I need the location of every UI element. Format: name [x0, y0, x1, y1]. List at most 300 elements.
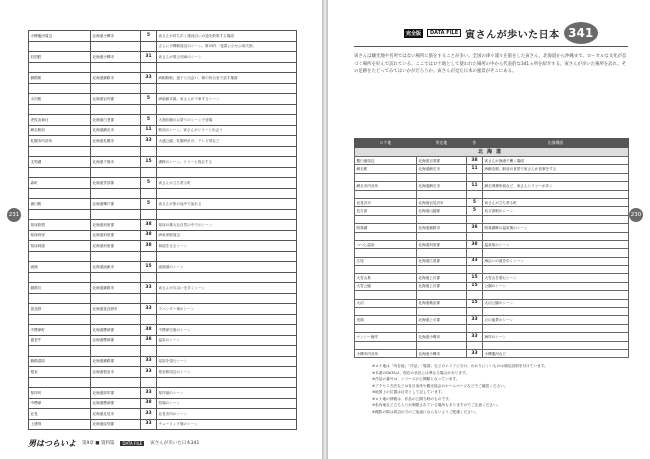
location-name: 美瑛: [355, 316, 417, 324]
location-pref: [417, 232, 467, 240]
footer-tag: DATA FILE: [122, 440, 143, 446]
table-row: [355, 249, 629, 257]
scene-desc: [483, 215, 629, 223]
location-pref: 北海道山越郡: [417, 207, 467, 215]
episode-number: 15: [467, 282, 483, 290]
scene-desc: 寅さんが乗る列車のシーン: [157, 52, 297, 63]
location-name: 大雪山系: [355, 274, 417, 282]
left-footer: [28, 438, 199, 448]
scene-desc: 函館港のシーン: [157, 262, 297, 273]
location-name: [29, 272, 91, 283]
table-row: [29, 62, 297, 73]
header-pref: 所在地: [417, 139, 467, 148]
episode-number: 33: [467, 333, 483, 341]
header-place: ロケ地: [355, 139, 417, 148]
scene-desc: 大漁祈願のお祭りのシーンで登場: [157, 115, 297, 126]
location-pref: 北海道斜里郡: [91, 220, 141, 231]
scene-desc: 寅さんが持ち歩く運河沿いの道を散策する場面: [157, 31, 297, 42]
location-pref: 北海道網走市: [417, 182, 467, 190]
location-name: 中標津町: [29, 325, 91, 336]
episode-number: 33: [141, 283, 157, 294]
episode-number: 33: [141, 136, 157, 147]
location-name: [355, 324, 417, 332]
region-label: 北海道: [355, 148, 629, 157]
section-title: [404, 22, 598, 44]
scene-desc: JR網走駅。駅前の食堂で寅さんが食事をする: [483, 165, 629, 173]
table-row: [29, 283, 297, 294]
scene-desc: [483, 173, 629, 181]
footer-section: 寅さんが歩いた日本341: [150, 441, 200, 446]
note-line: ※撮影の際は周辺の方のご迷惑にならないようご配慮ください。: [372, 409, 479, 414]
location-pref: 北海道小樽市: [417, 333, 467, 341]
location-pref: 北海道札幌市: [91, 136, 141, 147]
location-name: [355, 173, 417, 181]
scene-desc: 海岸のシーン: [483, 333, 629, 341]
series-logo: 男はつらいよ: [28, 437, 76, 448]
scene-desc: 丘の風景のシーン: [483, 316, 629, 324]
title-rule: [354, 46, 628, 47]
location-name: 知床斜里: [29, 230, 91, 241]
location-pref: 北海道函館市: [91, 262, 141, 273]
note-line: ※地図上の位置は目安として記しています。: [372, 390, 445, 394]
table-row: [29, 293, 297, 304]
location-name: 厚岸町: [29, 388, 91, 399]
episode-number: [141, 251, 157, 262]
episode-number: 11: [467, 165, 483, 173]
episode-number: 38: [141, 325, 157, 336]
episode-number: 5: [467, 198, 483, 206]
scene-desc: さらに小樽駅周辺のシーン。第33作「夜霧にむせぶ寅次郎」: [157, 41, 297, 52]
scene-desc: [483, 190, 629, 198]
scene-desc: 寅さんが旅の途中で訪れる: [157, 199, 297, 210]
location-name: 羅臼港周辺: [355, 157, 417, 165]
episode-number: [467, 341, 483, 349]
scene-desc: [157, 167, 297, 178]
location-name: 釧路川: [29, 283, 91, 294]
location-name: [29, 293, 91, 304]
table-row: [29, 335, 297, 346]
location-name: 中標津: [29, 398, 91, 409]
episode-number: [467, 249, 483, 257]
episode-number: 5: [141, 94, 157, 105]
left-location-table: [28, 30, 297, 430]
location-name: 根室: [29, 367, 91, 378]
episode-number: 33: [141, 409, 157, 420]
table-row: [29, 304, 297, 315]
location-name: 養老牛: [29, 335, 91, 346]
scene-desc: 温泉のシーン: [157, 335, 297, 346]
table-row: [29, 325, 297, 336]
footer-chapter: 第9章 ■ 資料篇: [82, 441, 115, 446]
location-name: 網走駅: [355, 165, 417, 173]
episode-number: 15: [467, 274, 483, 282]
location-pref: 北海道上川郡: [417, 282, 467, 290]
location-name: [29, 62, 91, 73]
scene-desc: 中標津空港のシーン: [157, 325, 297, 336]
episode-number: 38: [467, 240, 483, 248]
table-row: [29, 209, 297, 220]
location-name: 小樽運河周辺: [29, 31, 91, 42]
region-row: [355, 148, 629, 157]
table-row: [355, 341, 629, 349]
table-row: [355, 173, 629, 181]
location-name: [29, 104, 91, 115]
episode-number: 33: [141, 388, 157, 399]
location-name: 阿寒湖: [355, 224, 417, 232]
scene-desc: 公園のシーン: [483, 282, 629, 290]
scene-desc: 根室駅周辺のシーン: [157, 367, 297, 378]
table-row: [355, 266, 629, 274]
scene-desc: [157, 377, 297, 388]
location-pref: 北海道千歳市: [91, 157, 141, 168]
location-pref: 北海道目梨郡: [417, 157, 467, 165]
location-name: ナンシー海岸: [355, 333, 417, 341]
intro-text: 寅さんは観光地や名所ではない場所に旅をすることが多い。全国の津々浦々を旅をした寅さん。北海道から沖縄まで、ローカルな文化が息づく場所を好んで訪れている。ここではロケ地として使われた場所の中から代表的な341ヵ所を紹介する。寅さんが歩いた場所を訪れ、その足跡をたどってみてはいかがだろうか。寅さんが見た日本の風景がそこにある。: [354, 54, 627, 75]
location-pref: 北海道岩見沢市: [417, 198, 467, 206]
scene-desc: [483, 232, 629, 240]
location-name: 札幌市内各所: [29, 136, 91, 147]
table-row: [29, 104, 297, 115]
scene-desc: [483, 291, 629, 299]
location-name: 上湧別: [29, 419, 91, 430]
note-line: ※本書のDATAは、現在の状況とは異なる場合があります。: [372, 370, 470, 375]
note-line: ※作品の番号は、シリーズの公開順となっています。: [372, 377, 460, 381]
table-row: [29, 398, 297, 409]
scene-desc: 牧場のシーン: [157, 398, 297, 409]
episode-number: 38: [141, 398, 157, 409]
location-pref: [417, 249, 467, 257]
table-row: [355, 165, 629, 173]
episode-number: [141, 41, 157, 52]
scene-desc: 寅さんが漁港で働く場面: [483, 157, 629, 165]
location-pref: 北海道広尾郡: [417, 257, 467, 265]
table-row: [29, 272, 297, 283]
table-row: [29, 73, 297, 84]
table-row: [355, 198, 629, 206]
location-name: [29, 83, 91, 94]
scene-desc: [157, 346, 297, 357]
location-name: [29, 41, 91, 52]
table-row: [355, 308, 629, 316]
episode-number: 38: [141, 335, 157, 346]
location-name: 知床旅情: [29, 220, 91, 231]
location-name: 大雪公園: [355, 282, 417, 290]
location-pref: 北海道根室市: [91, 367, 141, 378]
episode-number: 11: [467, 182, 483, 190]
table-row: [355, 190, 629, 198]
table-row: [29, 125, 297, 136]
table-row: [355, 333, 629, 341]
location-pref: 北海道斜里郡: [417, 240, 467, 248]
note-line: ※私有地など立ち入りが制限されている場所もありますのでご注意ください。: [372, 403, 501, 407]
location-pref: [417, 308, 467, 316]
episode-number: 33: [141, 73, 157, 84]
location-name: 北見: [29, 409, 91, 420]
episode-number: 38: [141, 241, 157, 252]
table-row: [29, 367, 297, 378]
location-pref: 北海道斜里郡: [91, 241, 141, 252]
datafile-badge: DATA FILE: [427, 29, 461, 37]
location-pref: 北海道小樽市: [91, 52, 141, 63]
location-name: 釧路湿原: [29, 356, 91, 367]
table-row: [29, 94, 297, 105]
location-pref: [91, 167, 141, 178]
header-ep: 作: [467, 139, 483, 148]
table-row: [29, 356, 297, 367]
location-pref: 北海道小樽市: [91, 31, 141, 42]
location-pref: [91, 293, 141, 304]
table-row: [29, 83, 297, 94]
episode-number: 5: [467, 207, 483, 215]
location-pref: [91, 346, 141, 357]
table-row: [29, 157, 297, 168]
location-pref: 北海道茅部郡: [91, 178, 141, 189]
location-pref: 北海道北見市: [91, 409, 141, 420]
episode-number: [467, 232, 483, 240]
location-pref: 北海道標津郡: [91, 325, 141, 336]
table-row: [29, 409, 297, 420]
scene-desc: [157, 188, 297, 199]
scene-desc: [483, 266, 629, 274]
scene-desc: 温泉宿のシーン: [483, 240, 629, 248]
location-pref: [91, 251, 141, 262]
scene-desc: [157, 251, 297, 262]
table-row: [355, 299, 629, 307]
scene-desc: 林道を走るシーン: [157, 241, 297, 252]
table-row: [29, 230, 297, 241]
scene-desc: [157, 293, 297, 304]
scene-desc: 大沼公園のシーン: [483, 299, 629, 307]
location-pref: 北海道上川郡: [417, 274, 467, 282]
location-pref: [91, 41, 141, 52]
episode-number: 33: [467, 257, 483, 265]
location-pref: 北海道富良野市: [91, 304, 141, 315]
location-pref: 北海道釧路郡: [91, 356, 141, 367]
episode-number: [141, 272, 157, 283]
table-row: [29, 136, 297, 147]
table-row: [29, 188, 297, 199]
location-pref: [91, 209, 141, 220]
scene-desc: [483, 308, 629, 316]
location-name: [29, 209, 91, 220]
location-name: [355, 291, 417, 299]
episode-number: [141, 62, 157, 73]
note-line: ※アクセス方法などは各自治体や観光協会のホームページなどでご確認ください。: [372, 383, 508, 388]
scene-desc: 海沿いの道を歩くシーン: [483, 257, 629, 265]
note-line: ※ロケ地は「所在地」「作品」「場面」などのエリアに分け、わかりにくいものは補足説明を付けています。: [372, 364, 548, 368]
header-scene: 出演場面: [483, 139, 629, 148]
episode-number: 33: [141, 367, 157, 378]
notes-block: [372, 363, 622, 415]
page-title: 寅さんが歩いた日本: [465, 29, 560, 41]
location-pref: 北海道釧路市: [91, 73, 141, 84]
episode-number: 33: [467, 316, 483, 324]
episode-number: 15: [467, 299, 483, 307]
table-row: [29, 167, 297, 178]
table-row: [355, 207, 629, 215]
location-pref: [417, 190, 467, 198]
episode-number: [467, 291, 483, 299]
table-row: [29, 31, 297, 42]
episode-number: [141, 377, 157, 388]
table-row: [29, 419, 297, 430]
table-row: [355, 316, 629, 324]
location-name: [29, 314, 91, 325]
table-row: [29, 241, 297, 252]
location-name: 支笏湖: [29, 157, 91, 168]
table-row: [29, 220, 297, 231]
table-row: [29, 251, 297, 262]
episode-number: [467, 266, 483, 274]
location-name: [29, 167, 91, 178]
episode-number: 5: [141, 115, 157, 126]
location-name: 虎杖浜神社: [29, 115, 91, 126]
scene-desc: 北見市内のシーン: [157, 409, 297, 420]
location-pref: [417, 173, 467, 181]
location-pref: 北海道上川郡: [417, 316, 467, 324]
location-name: [29, 346, 91, 357]
episode-number: [141, 188, 157, 199]
location-name: [29, 188, 91, 199]
table-row: [355, 240, 629, 248]
location-name: 釧路駅: [29, 73, 91, 84]
location-pref: [417, 341, 467, 349]
location-pref: 北海道標津郡: [91, 335, 141, 346]
location-pref: [417, 291, 467, 299]
location-pref: [91, 314, 141, 325]
location-pref: 北海道斜里郡: [91, 230, 141, 241]
table-row: [355, 182, 629, 190]
scene-desc: 寅さんが川沿いを歩くシーン: [157, 283, 297, 294]
scene-desc: 小樽運河など: [483, 349, 629, 357]
location-name: [355, 341, 417, 349]
location-pref: 北海道釧路市: [91, 283, 141, 294]
scene-desc: [483, 249, 629, 257]
table-row: [355, 274, 629, 282]
scene-desc: 駅前のシーン。寅さんがリリーと出会う: [157, 125, 297, 136]
scene-desc: 阿寒湖畔の温泉街のシーン: [483, 224, 629, 232]
table-row: [29, 377, 297, 388]
table-row: [355, 157, 629, 165]
location-name: [29, 377, 91, 388]
episode-number: 31: [141, 52, 157, 63]
scene-desc: [157, 146, 297, 157]
scene-desc: JR函館本線。寅さんが下車するシーン: [157, 94, 297, 105]
table-row: [355, 257, 629, 265]
location-name: [355, 215, 417, 223]
episode-number: [141, 83, 157, 94]
table-row: [29, 52, 297, 63]
scene-desc: [157, 62, 297, 73]
table-row: [29, 346, 297, 357]
scene-desc: [157, 314, 297, 325]
scene-desc: 寅さんが立ち寄る町: [157, 178, 297, 189]
scene-desc: 知床の雄大な自然の中でのシーン: [157, 220, 297, 231]
table-row: [29, 388, 297, 399]
episode-number: [467, 190, 483, 198]
location-pref: 北海道厚岸郡: [91, 388, 141, 399]
location-name: 長万部: [355, 207, 417, 215]
location-pref: 北海道紋別郡: [91, 419, 141, 430]
location-name: 広尾: [355, 257, 417, 265]
episode-number: [141, 314, 157, 325]
location-pref: [417, 215, 467, 223]
location-pref: 北海道小樽市: [417, 349, 467, 357]
location-pref: 北海道亀田郡: [417, 299, 467, 307]
scene-desc: 厚岸港のシーン: [157, 388, 297, 399]
scene-desc: [157, 83, 297, 94]
location-name: [29, 146, 91, 157]
episode-number: [141, 167, 157, 178]
scene-desc: 網走刑務所前など、寅さんとリリーが歩く: [483, 182, 629, 190]
location-pref: [91, 62, 141, 73]
location-pref: 北海道岩内郡: [91, 94, 141, 105]
location-pref: 北海道釧路市: [417, 224, 467, 232]
table-row: [355, 349, 629, 357]
scene-desc: 大通公園、札幌時計台、テレビ塔など: [157, 136, 297, 147]
table-row: [29, 115, 297, 126]
episode-number: 33: [141, 304, 157, 315]
location-name: 網走市内各所: [355, 182, 417, 190]
location-pref: [91, 272, 141, 283]
location-pref: 北海道樺戸郡: [91, 199, 141, 210]
location-name: 浦臼駅: [29, 199, 91, 210]
location-name: 旧国鉄: [29, 52, 91, 63]
table-row: [29, 178, 297, 189]
location-name: [29, 251, 91, 262]
table-row: [29, 41, 297, 52]
table-row: [29, 262, 297, 273]
left-page-number: 231: [7, 208, 21, 222]
book-gutter: [322, 0, 328, 459]
location-pref: [91, 83, 141, 94]
scene-desc: JR斜里駅周辺: [157, 230, 297, 241]
table-row: [355, 324, 629, 332]
location-pref: [91, 104, 141, 115]
location-pref: 北海道網走市: [417, 165, 467, 173]
note-line: ※ロケ地の情報は、作品の公開当時のものです。: [372, 396, 453, 401]
location-name: 小樽市内各所: [355, 349, 417, 357]
location-pref: 北海道標津郡: [91, 398, 141, 409]
scene-desc: JR釧路駅。風子と出会い、駅の待合室で話す場面: [157, 73, 297, 84]
episode-number: 33: [467, 349, 483, 357]
scene-desc: チューリップ畑のシーン: [157, 419, 297, 430]
table-row: [355, 291, 629, 299]
table-header-row: [355, 139, 629, 148]
episode-number: 11: [141, 125, 157, 136]
location-name: 函館: [29, 262, 91, 273]
table-row: [355, 232, 629, 240]
right-page-number: 230: [629, 208, 643, 222]
location-name: [355, 308, 417, 316]
location-name: 岩見沢市: [355, 198, 417, 206]
episode-number: [141, 346, 157, 357]
location-pref: [417, 324, 467, 332]
location-pref: 北海道網走市: [91, 125, 141, 136]
episode-number: [467, 324, 483, 332]
episode-number: 38: [141, 220, 157, 231]
location-pref: [91, 188, 141, 199]
location-name: [355, 232, 417, 240]
location-name: [355, 190, 417, 198]
episode-number: 5: [141, 178, 157, 189]
episode-number: 33: [141, 419, 157, 430]
right-location-table: [354, 138, 629, 358]
episode-number: [141, 146, 157, 157]
table-row: [29, 199, 297, 210]
episode-number: [467, 215, 483, 223]
scene-desc: 大雪山を望むシーン: [483, 274, 629, 282]
